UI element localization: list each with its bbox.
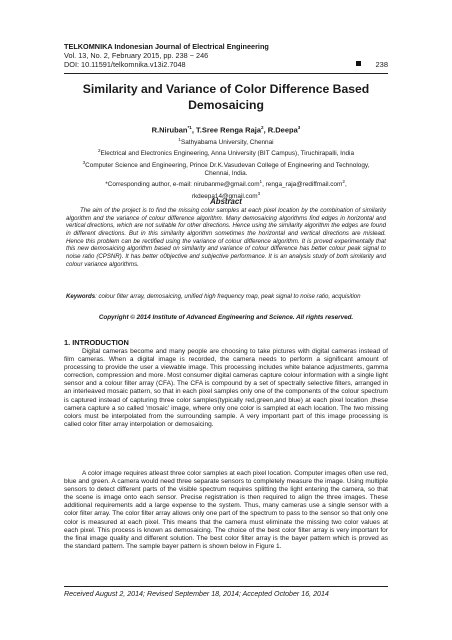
journal-volume: Vol. 13, No. 2, February 2015, pp. 238 ~ 246	[64, 51, 209, 60]
square-bullet-icon	[356, 61, 361, 66]
keywords-label: Keywords	[66, 293, 96, 300]
author-sup: *1	[187, 125, 192, 130]
author-sup: 3	[297, 125, 301, 130]
author-separator: ,	[191, 125, 196, 135]
received-dates: Received August 2, 2014; Revised September 18, 2014; Accepted October 16, 2014	[64, 590, 329, 598]
footer-divider	[64, 586, 388, 587]
affiliation-text: Sathyabama University, Chennai	[180, 139, 274, 147]
corresponding-sup: 3	[257, 190, 261, 196]
affiliations	[70, 136, 382, 201]
author-name: R.Niruban	[151, 125, 188, 135]
author-separator: ,	[263, 125, 268, 135]
journal-name: TELKOMNIKA Indonesian Journal of Electrical Engineering	[64, 42, 269, 51]
corresponding-text: *Corresponding author, e-mail: nirubanme@gmail.com	[105, 181, 260, 189]
corresponding-sup: 1	[259, 179, 263, 185]
journal-header	[64, 42, 269, 69]
corresponding-text: ,	[344, 181, 347, 189]
corresponding-author	[70, 178, 382, 189]
author-sup: 2	[261, 125, 264, 130]
affiliation-1	[70, 136, 382, 147]
corresponding-text: , renga_raja@rediffmail.com	[262, 181, 343, 189]
affiliation-sup: 1	[178, 137, 181, 142]
paper-title: Similarity and Variance of Color Difference Based Demosaicing	[82, 82, 370, 112]
affiliation-2	[70, 147, 382, 158]
header-divider	[64, 73, 388, 74]
page-number: 238	[375, 60, 388, 69]
body-paragraph: A color image requires atleast three color samples at each pixel location. Computer images often use red, blue and green. A camera would need three separate sensors to completely measure the image. Using multiple sensors to detect different parts of the visible spectrum requires splitting the light entering the camera, so that the scene is image onto each sensor. Precise registration is then required to align the three images. These additional requirements add a large expense to the system. Thus, many cameras use a single sensor with a color filter array. The color filter array allows only one part of the spectrum to pass to the sensor so that only one color is measured at each pixel. This means that the camera must eliminate the missing two color values at each pixel. This process is known as demosaicing. The choice of the best color filter array is very important for the final image quality and different solution. The best color filter array is the bayer pattern which is proved as the standard pattern. The sample bayer pattern is shown below in Figure 1.	[64, 470, 388, 550]
abstract-heading: Abstract	[210, 197, 242, 206]
section-heading: 1. INTRODUCTION	[64, 338, 129, 347]
corresponding-text: rkdeepa14@gmail.com	[191, 192, 258, 200]
affiliation-sup: 2	[97, 148, 101, 154]
corresponding-sup: 2	[342, 179, 345, 185]
abstract-text: The aim of the project is to find the missing color samples at each pixel location by the combination of similarity algorithm and the variance of colour difference algorithm. Many demosaicing algorithms find edges in horizontal and vertical directions, which are not suitable for other directions. Hence using the similarity algorithm the edges are found in different directions. But in this similarity algorithm sometimes the horizontal and vertical directions are mislead. Hence this problem can be rectified using the variance of colour difference algorithm. It is proved experimentally that this new demosaicing algorithm based on similarity and variance of colour difference has better colour peak signal to noise ratio (CPSNR). It has better o0bjective and subjective performance. It is an analysis study of both similarity and colour variance algorithms.	[66, 207, 386, 268]
affiliation-text: Computer Science and Engineering, Prince Dr.K.Vasudevan College of Engineering and Technology, Chennai, India.	[85, 161, 370, 177]
affiliation-3	[70, 159, 382, 179]
affiliation-text: Electrical and Electronics Engineering, Anna University (BIT Campus), Tiruchirapalli, India	[100, 150, 355, 158]
keywords	[66, 293, 386, 301]
author-name: T.Sree Renga Raja	[196, 125, 262, 135]
keywords-text: : colour filter array, demosaicing, unified high frequency map, peak signal to noise ratio, acquisition	[95, 293, 361, 300]
body-paragraph: Digital cameras become and many people are choosing to take pictures with digital cameras instead of film cameras. When a digital image is recorded, the camera needs to perform a significant amount of processing to provide the user a viewable image. This processing includes white balance adjustments, gamma correction, compression and more. Most consumer digital cameras capture colour information with a single light sensor and a colour filter array (CFA). The CFA is compound by a set of spectrally selective filters, arranged in an interleaved mosaic pattern, so that in each pixel samples only one of the components of the colour spectrum is captured instead of capturing three color samples(typically red,green,and blue) at each pixel location ,these camera capture a so called 'mosaic' image, where only one color is sampled at each location. The two missing colors must be interpolated from the surrounding sample. A very important part of this image processing is called color filter array interpolation or demosaicing.	[64, 348, 388, 428]
affiliation-sup: 3	[82, 159, 86, 165]
author-name: R.Deepa	[267, 125, 298, 135]
copyright-line: Copyright © 2014 Institute of Advanced Engineering and Science. All rights reserved.	[98, 314, 354, 321]
page-number-block	[356, 60, 388, 69]
journal-doi: DOI: 10.11591/telkomnika.v13i2.7048	[64, 60, 186, 69]
author-list	[64, 125, 388, 135]
